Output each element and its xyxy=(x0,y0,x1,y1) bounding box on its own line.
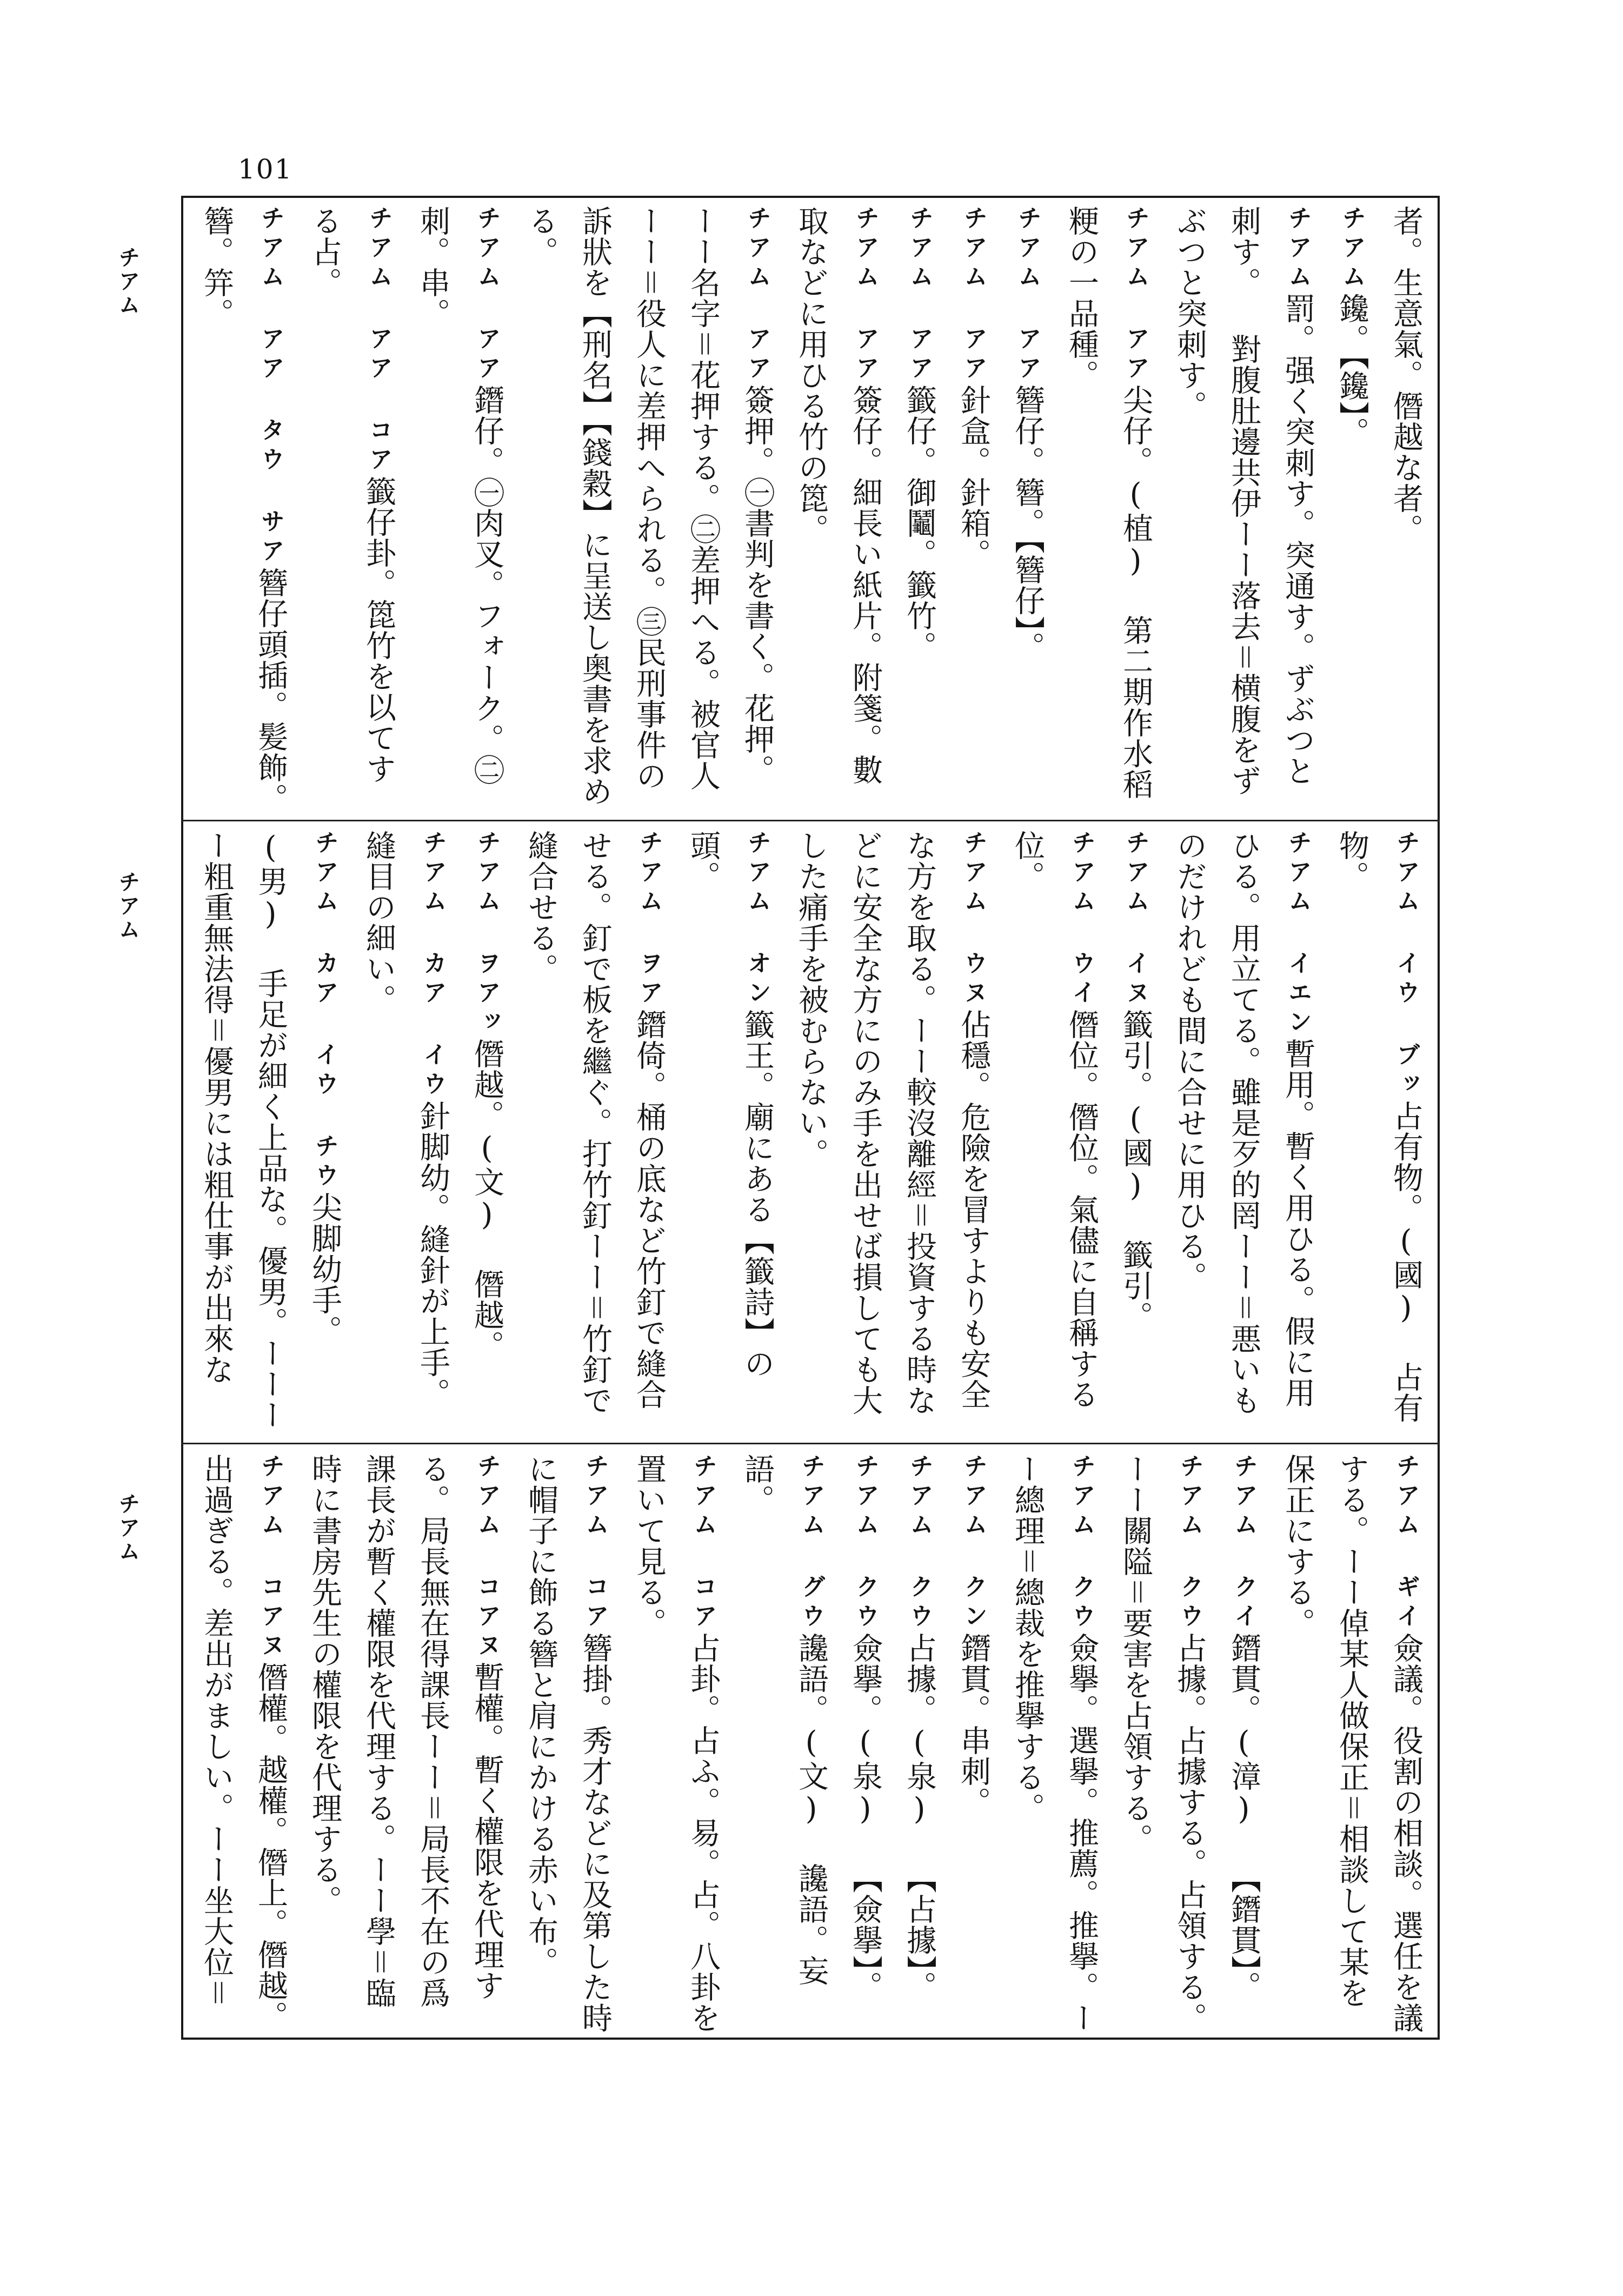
dictionary-entry xyxy=(1271,1454,1433,2035)
dictionary-entry xyxy=(838,1454,892,2035)
entry-reading: チアム イエン xyxy=(1284,830,1312,1038)
entry-definition: 鐕仔。㊀肉叉。フォーク。㊁刺。串。 xyxy=(415,205,504,785)
entry-definition: 僭位。僭位。氣儘に自稱する位。 xyxy=(1010,830,1099,1410)
dictionary-entry xyxy=(405,205,514,814)
entry-reading: チアム コア xyxy=(581,1454,609,1633)
entry-reading: チアム xyxy=(1284,205,1312,293)
entry-reading: チアム ウヌ xyxy=(960,830,987,1009)
dictionary-entry xyxy=(351,830,460,1436)
entry-definition: 簪掛。秀才などに及第した時に帽子に飾る簪と肩にかける赤い布。 xyxy=(523,1454,613,2033)
dictionary-entry xyxy=(1162,830,1325,1436)
dictionary-entry xyxy=(946,205,1000,814)
entry-reading: チアム ヲア xyxy=(635,830,663,1009)
entry-definition: 占據。占據する。占領する。ーー關隘＝要害を占領する。 xyxy=(1118,1454,1207,2033)
entry-definition: 鐕倚。桶の底など竹釘で縫合せる。釘で板を繼ぐ。打竹釘ーー＝竹釘で縫合せる。 xyxy=(523,830,667,1416)
dictionary-band-bottom xyxy=(189,1454,1433,2035)
dictionary-entry xyxy=(514,1454,622,2035)
entry-reading: チアム コアヌ xyxy=(473,1454,501,1662)
entry-reading: チアム クウ xyxy=(1068,1454,1095,1633)
margin-running-head: チアム xyxy=(115,246,140,317)
entry-reading: チアム アア xyxy=(852,205,879,384)
entry-reading: チアム アア xyxy=(743,205,771,384)
entry-reading: チアム クイ xyxy=(1230,1454,1258,1633)
dictionary-entry xyxy=(676,830,784,1436)
band-columns xyxy=(189,1454,1433,2035)
entry-definition: 簪仔。簪。【簪仔】。 xyxy=(1010,384,1045,662)
band-columns xyxy=(189,830,1433,1436)
dictionary-entry xyxy=(784,205,892,814)
dictionary-band-middle xyxy=(189,830,1433,1436)
entry-definition: 讒語。(文) 讒語。妄語。 xyxy=(740,1454,829,1986)
entry-definition: 鐕貫。(漳) 【鐕貫】。 xyxy=(1226,1633,1261,2002)
dictionary-entry xyxy=(297,205,405,814)
entry-definition: 罰。强く突刺す。突通す。ずぶつと刺す。 對腹肚邊共伊ーー落去＝横腹をずぶつと突刺す。 xyxy=(1172,205,1315,796)
dictionary-entry xyxy=(1379,205,1433,814)
entry-reading: チアム アア xyxy=(960,205,987,384)
entry-definition: 鑱。【鑱】。 xyxy=(1334,293,1369,448)
entry-reading: チアム ウイ xyxy=(1068,830,1095,1009)
entry-reading: チアム アア タウ サア xyxy=(257,205,284,567)
dictionary-entry xyxy=(730,1454,838,2035)
dictionary-entry xyxy=(514,830,676,1436)
entry-definition: 簪仔頭插。髪飾。簪。笄。 xyxy=(199,205,288,814)
dictionary-entry xyxy=(1325,830,1433,1436)
entry-reading: チアム アア コア xyxy=(365,205,393,476)
entry-reading: チアム アア xyxy=(906,205,933,384)
band-divider xyxy=(181,820,1440,821)
dictionary-entry xyxy=(1000,830,1108,1436)
dictionary-entry xyxy=(1054,205,1162,814)
entry-definition: 鐕貫。串刺。 xyxy=(956,1633,991,1817)
dictionary-entry xyxy=(297,1454,514,2035)
dictionary-entry xyxy=(1108,830,1162,1436)
dictionary-entry xyxy=(514,205,784,814)
entry-definition: 佔穩。危險を冒すよりも安全な方を取る。ーー較沒離經＝投資する時などに安全な方にのみ手を出せば損しても大した痛手を被むらない。 xyxy=(794,830,991,1416)
dictionary-entry xyxy=(1000,205,1054,814)
entry-reading: チアム アア xyxy=(1014,205,1041,384)
entry-definition: 占卦。占ふ。易。占。八卦を置いて見る。 xyxy=(631,1454,721,2033)
entry-definition: 簽押。㊀書判を書く。花押。ーー名字＝花押する。㊁差押へる。被官人ーー＝役人に差押へられる。㊂民刑事件の訴狀を【刑名】【錢穀】に呈送し奥書を求める。 xyxy=(523,205,775,807)
entry-reading: チアム コア xyxy=(689,1454,717,1633)
entry-reading: チアム イウ ブッ xyxy=(1392,830,1420,1100)
margin-running-head: チアム xyxy=(115,1492,140,1564)
entry-reading: チアム アア xyxy=(473,205,501,384)
page-number: 101 xyxy=(238,154,293,185)
entry-reading: チアム クン xyxy=(960,1454,987,1633)
dictionary-entry xyxy=(1108,1454,1216,2035)
entry-definition: 簽仔。細長い紙片。附箋。數取などに用ひる竹の箆。 xyxy=(794,205,883,785)
dictionary-entry xyxy=(946,1454,1000,2035)
margin-running-head: チアム xyxy=(115,871,140,942)
dictionary-entry xyxy=(1216,1454,1271,2035)
dictionary-entry xyxy=(1325,205,1379,814)
entry-definition: 占有物。(國) 占有物。 xyxy=(1334,830,1424,1423)
entry-reading: チアム コアヌ xyxy=(257,1454,284,1662)
entry-definition: 占據。(泉) 【占據】。 xyxy=(902,1633,937,2002)
dictionary-entry xyxy=(1162,205,1325,814)
entry-reading: チアム グウ xyxy=(797,1454,825,1633)
entry-definition: 尖仔。(植) 第二期作水稻粳の一品種。 xyxy=(1064,205,1153,800)
dictionary-entry xyxy=(460,830,514,1436)
entry-definition: 籤仔卦。箆竹を以てする占。 xyxy=(307,205,396,784)
entry-reading: チアム ギイ xyxy=(1392,1454,1420,1633)
entry-definition: 尖脚幼手。(男) 手足が細く上品な。優男。ーーーー粗重無法得＝優男には粗仕事が出來な xyxy=(199,830,342,1430)
dictionary-entry xyxy=(189,1454,297,2035)
entry-definition: 僉擧。選擧。推薦。推擧。ーー總理＝總裁を推擧する。 xyxy=(1010,1454,1099,2033)
entry-reading: チアム クウ xyxy=(906,1454,933,1633)
band-divider xyxy=(181,1443,1440,1444)
dictionary-entry xyxy=(892,1454,946,2035)
dictionary-band-top xyxy=(189,205,1433,814)
entry-reading: チアム ヲアッ xyxy=(473,830,501,1038)
entry-definition: 僭越。(文) 僭越。 xyxy=(469,1038,504,1361)
entry-definition: 籤王。廟にある【籤詩】の頭。 xyxy=(686,830,775,1379)
entry-reading: チアム カア イウ チウ xyxy=(311,830,338,1192)
dictionary-entry xyxy=(622,1454,730,2035)
entry-definition: 籤仔。御鬮。籤竹。 xyxy=(902,384,937,662)
entry-definition: 者。生意氣。僭越な者。 xyxy=(1388,205,1424,545)
entry-reading: チアム カア イウ xyxy=(419,830,447,1100)
band-columns xyxy=(189,205,1433,814)
entry-reading: チアム xyxy=(1338,205,1366,293)
entry-reading: チアム クウ xyxy=(852,1454,879,1633)
entry-definition: 僭權。越權。僭上。僭越。出過ぎる。差出がましい。ーー坐大位＝ xyxy=(199,1454,288,2032)
entry-definition: 暫用。暫く用ひる。假に用ひる。用立てる。雖是歹的罔ーー＝悪いものだけれども間に合せに用ひる。 xyxy=(1172,830,1315,1416)
entry-reading: チアム イヌ xyxy=(1122,830,1149,1009)
dictionary-entry xyxy=(1000,1454,1108,2035)
dictionary-entry xyxy=(784,830,1000,1436)
entry-definition: 僉議。役割の相談。選任を議する。ーー倬某人做保正＝相談して某を保正にする。 xyxy=(1280,1454,1424,2033)
entry-reading: チアム アア xyxy=(1122,205,1149,384)
dictionary-entry xyxy=(892,205,946,814)
entry-reading: チアム クウ xyxy=(1176,1454,1203,1633)
dictionary-entry xyxy=(189,830,351,1436)
dictionary-entry xyxy=(189,205,297,814)
entry-definition: 僉擧。(泉) 【僉擧】。 xyxy=(848,1633,883,2002)
entry-definition: 針盒。針箱。 xyxy=(956,384,991,569)
entry-definition: 暫權。暫く權限を代理する。局長無在得課長ーー＝局長不在の爲課長が暫く權限を代理する。ーー學＝臨時に書房先生の權限を代理する。 xyxy=(307,1454,504,2008)
entry-reading: チアム オン xyxy=(743,830,771,1009)
entry-definition: 針脚幼。縫針が上手。縫目の細い。 xyxy=(361,830,450,1409)
entry-definition: 籤引。(國) 籤引。 xyxy=(1118,1009,1153,1332)
